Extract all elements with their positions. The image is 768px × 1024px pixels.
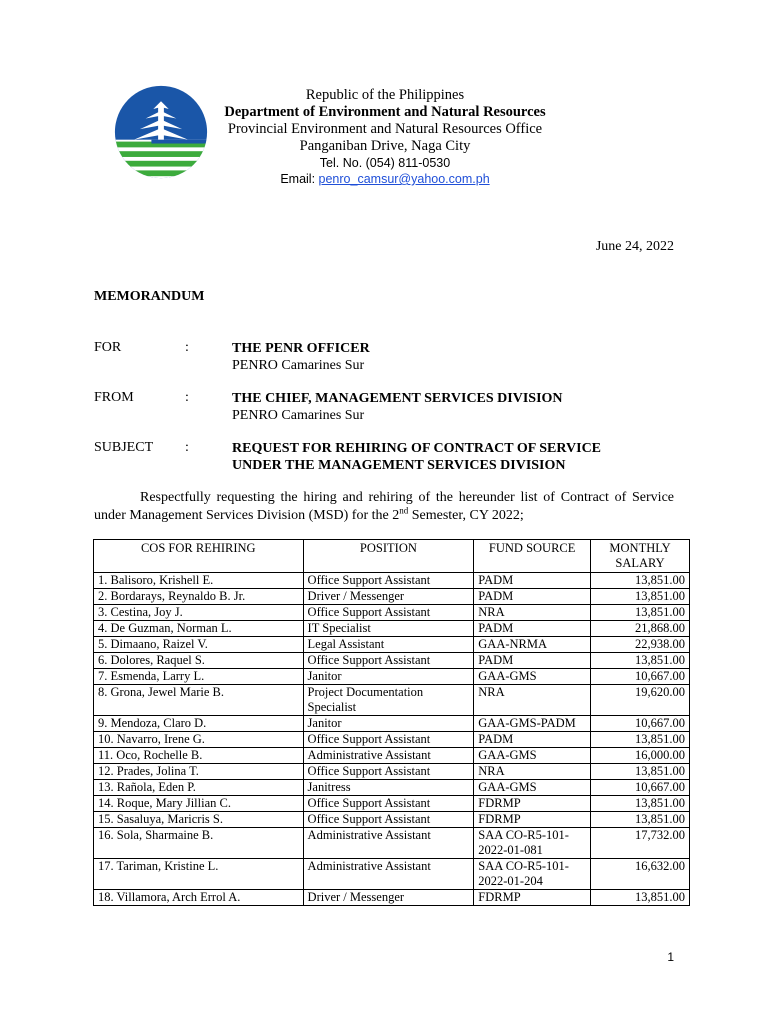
cell-position: Janitor <box>303 669 474 685</box>
subject-line-2: UNDER THE MANAGEMENT SERVICES DIVISION <box>232 458 566 473</box>
subject-colon: : <box>185 440 189 455</box>
memo-date: June 24, 2022 <box>595 239 674 254</box>
cell-name: 11. Oco, Rochelle B. <box>94 748 304 764</box>
body-text-after: Semester, CY 2022; <box>408 508 524 523</box>
letterhead-email-line <box>212 171 558 187</box>
cell-fund-source: FDRMP <box>474 812 591 828</box>
cell-salary: 13,851.00 <box>591 605 690 621</box>
cell-position: Office Support Assistant <box>303 573 474 589</box>
col-header-salary: MONTHLY SALARY <box>591 540 690 573</box>
table-row <box>94 748 690 764</box>
cell-salary: 19,620.00 <box>591 685 690 716</box>
from-sender <box>232 390 563 424</box>
cell-position: Janitor <box>303 716 474 732</box>
cell-position: Office Support Assistant <box>303 796 474 812</box>
cell-position: Driver / Messenger <box>303 890 474 906</box>
cell-salary: 13,851.00 <box>591 890 690 906</box>
page-number: 1 <box>667 950 674 964</box>
letterhead-email-label: Email: <box>280 172 319 186</box>
cell-name: 3. Cestina, Joy J. <box>94 605 304 621</box>
cell-fund-source: NRA <box>474 764 591 780</box>
from-name: THE CHIEF, MANAGEMENT SERVICES DIVISION <box>232 391 563 406</box>
cell-name: 4. De Guzman, Norman L. <box>94 621 304 637</box>
cos-table <box>93 539 690 906</box>
table-row <box>94 812 690 828</box>
cell-name: 18. Villamora, Arch Errol A. <box>94 890 304 906</box>
cell-name: 15. Sasaluya, Maricris S. <box>94 812 304 828</box>
cell-name: 9. Mendoza, Claro D. <box>94 716 304 732</box>
table-row <box>94 653 690 669</box>
table-row <box>94 621 690 637</box>
cell-fund-source: PADM <box>474 573 591 589</box>
for-recipient <box>232 340 370 374</box>
cell-name: 16. Sola, Sharmaine B. <box>94 828 304 859</box>
from-label: FROM <box>94 390 134 405</box>
letterhead-email-link[interactable]: penro_camsur@yahoo.com.ph <box>318 172 490 186</box>
memo-title: MEMORANDUM <box>94 289 205 304</box>
cell-salary: 17,732.00 <box>591 828 690 859</box>
cell-name: 8. Grona, Jewel Marie B. <box>94 685 304 716</box>
cell-name: 10. Navarro, Irene G. <box>94 732 304 748</box>
cell-salary: 10,667.00 <box>591 716 690 732</box>
cell-salary: 16,000.00 <box>591 748 690 764</box>
from-colon: : <box>185 390 189 405</box>
cell-salary: 13,851.00 <box>591 812 690 828</box>
cell-name: 14. Roque, Mary Jillian C. <box>94 796 304 812</box>
cell-position: IT Specialist <box>303 621 474 637</box>
cell-position: Administrative Assistant <box>303 828 474 859</box>
table-row <box>94 637 690 653</box>
cell-salary: 21,868.00 <box>591 621 690 637</box>
table-row <box>94 828 690 859</box>
for-name: THE PENR OFFICER <box>232 341 370 356</box>
cell-name: 6. Dolores, Raquel S. <box>94 653 304 669</box>
cell-name: 2. Bordarays, Reynaldo B. Jr. <box>94 589 304 605</box>
cell-name: 7. Esmenda, Larry L. <box>94 669 304 685</box>
cell-position: Office Support Assistant <box>303 653 474 669</box>
subject-label: SUBJECT <box>94 440 154 455</box>
body-paragraph <box>94 489 674 525</box>
cell-fund-source: PADM <box>474 653 591 669</box>
cell-fund-source: PADM <box>474 732 591 748</box>
table-row <box>94 859 690 890</box>
body-text-before: Respectfully requesting the hiring and rehiring of the hereunder list of Contract of Service under Management Services Division (MSD) for the 2 <box>94 490 674 523</box>
table-row <box>94 796 690 812</box>
cell-position: Legal Assistant <box>303 637 474 653</box>
table-row <box>94 605 690 621</box>
subject-line-1: REQUEST FOR REHIRING OF CONTRACT OF SERVICE <box>232 441 602 456</box>
table-row <box>94 780 690 796</box>
col-header-fund-source: FUND SOURCE <box>474 540 591 573</box>
cell-salary: 22,938.00 <box>591 637 690 653</box>
cell-position: Project Documentation Specialist <box>303 685 474 716</box>
table-row <box>94 764 690 780</box>
for-office: PENRO Camarines Sur <box>232 358 365 373</box>
cell-salary: 13,851.00 <box>591 573 690 589</box>
cell-salary: 10,667.00 <box>591 780 690 796</box>
cell-fund-source: GAA-NRMA <box>474 637 591 653</box>
cell-name: 13. Rañola, Eden P. <box>94 780 304 796</box>
body-superscript: nd <box>399 505 409 516</box>
cell-salary: 13,851.00 <box>591 764 690 780</box>
cell-salary: 13,851.00 <box>591 653 690 669</box>
cell-salary: 16,632.00 <box>591 859 690 890</box>
cell-position: Driver / Messenger <box>303 589 474 605</box>
table-row <box>94 573 690 589</box>
table-row <box>94 890 690 906</box>
letterhead <box>212 87 558 187</box>
table-header-row <box>94 540 690 573</box>
cell-position: Office Support Assistant <box>303 605 474 621</box>
cell-name: 12. Prades, Jolina T. <box>94 764 304 780</box>
table-row <box>94 685 690 716</box>
cell-fund-source: GAA-GMS <box>474 669 591 685</box>
cell-salary: 13,851.00 <box>591 732 690 748</box>
cell-fund-source: GAA-GMS <box>474 748 591 764</box>
table-row <box>94 669 690 685</box>
cell-fund-source: GAA-GMS-PADM <box>474 716 591 732</box>
cell-fund-source: PADM <box>474 621 591 637</box>
cell-fund-source: NRA <box>474 605 591 621</box>
cell-position: Office Support Assistant <box>303 732 474 748</box>
table-body <box>94 573 690 906</box>
cell-fund-source: GAA-GMS <box>474 780 591 796</box>
cell-fund-source: FDRMP <box>474 890 591 906</box>
cell-salary: 10,667.00 <box>591 669 690 685</box>
cell-fund-source: FDRMP <box>474 796 591 812</box>
letterhead-department: Department of Environment and Natural Resources <box>224 104 546 120</box>
denr-logo-icon <box>113 84 209 180</box>
cell-fund-source: SAA CO-R5-101-2022-01-204 <box>474 859 591 890</box>
letterhead-country: Republic of the Philippines <box>305 87 465 103</box>
cell-position: Administrative Assistant <box>303 748 474 764</box>
table-row <box>94 716 690 732</box>
cell-fund-source: PADM <box>474 589 591 605</box>
for-colon: : <box>185 340 189 355</box>
cell-fund-source: SAA CO-R5-101-2022-01-081 <box>474 828 591 859</box>
cell-name: 17. Tariman, Kristine L. <box>94 859 304 890</box>
col-header-position: POSITION <box>303 540 474 573</box>
letterhead-address: Panganiban Drive, Naga City <box>299 138 471 154</box>
cell-position: Office Support Assistant <box>303 812 474 828</box>
cell-position: Janitress <box>303 780 474 796</box>
cell-position: Office Support Assistant <box>303 764 474 780</box>
from-office: PENRO Camarines Sur <box>232 408 365 423</box>
cell-name: 5. Dimaano, Raizel V. <box>94 637 304 653</box>
cell-salary: 13,851.00 <box>591 796 690 812</box>
cell-salary: 13,851.00 <box>591 589 690 605</box>
col-header-name: COS FOR REHIRING <box>94 540 304 573</box>
for-label: FOR <box>94 340 122 355</box>
cell-fund-source: NRA <box>474 685 591 716</box>
cell-name: 1. Balisoro, Krishell E. <box>94 573 304 589</box>
letterhead-tel: Tel. No. (054) 811-0530 <box>319 156 451 170</box>
letterhead-office: Provincial Environment and Natural Resources Office <box>227 121 543 137</box>
table-row <box>94 732 690 748</box>
subject-text <box>232 440 601 474</box>
table-row <box>94 589 690 605</box>
cell-position: Administrative Assistant <box>303 859 474 890</box>
